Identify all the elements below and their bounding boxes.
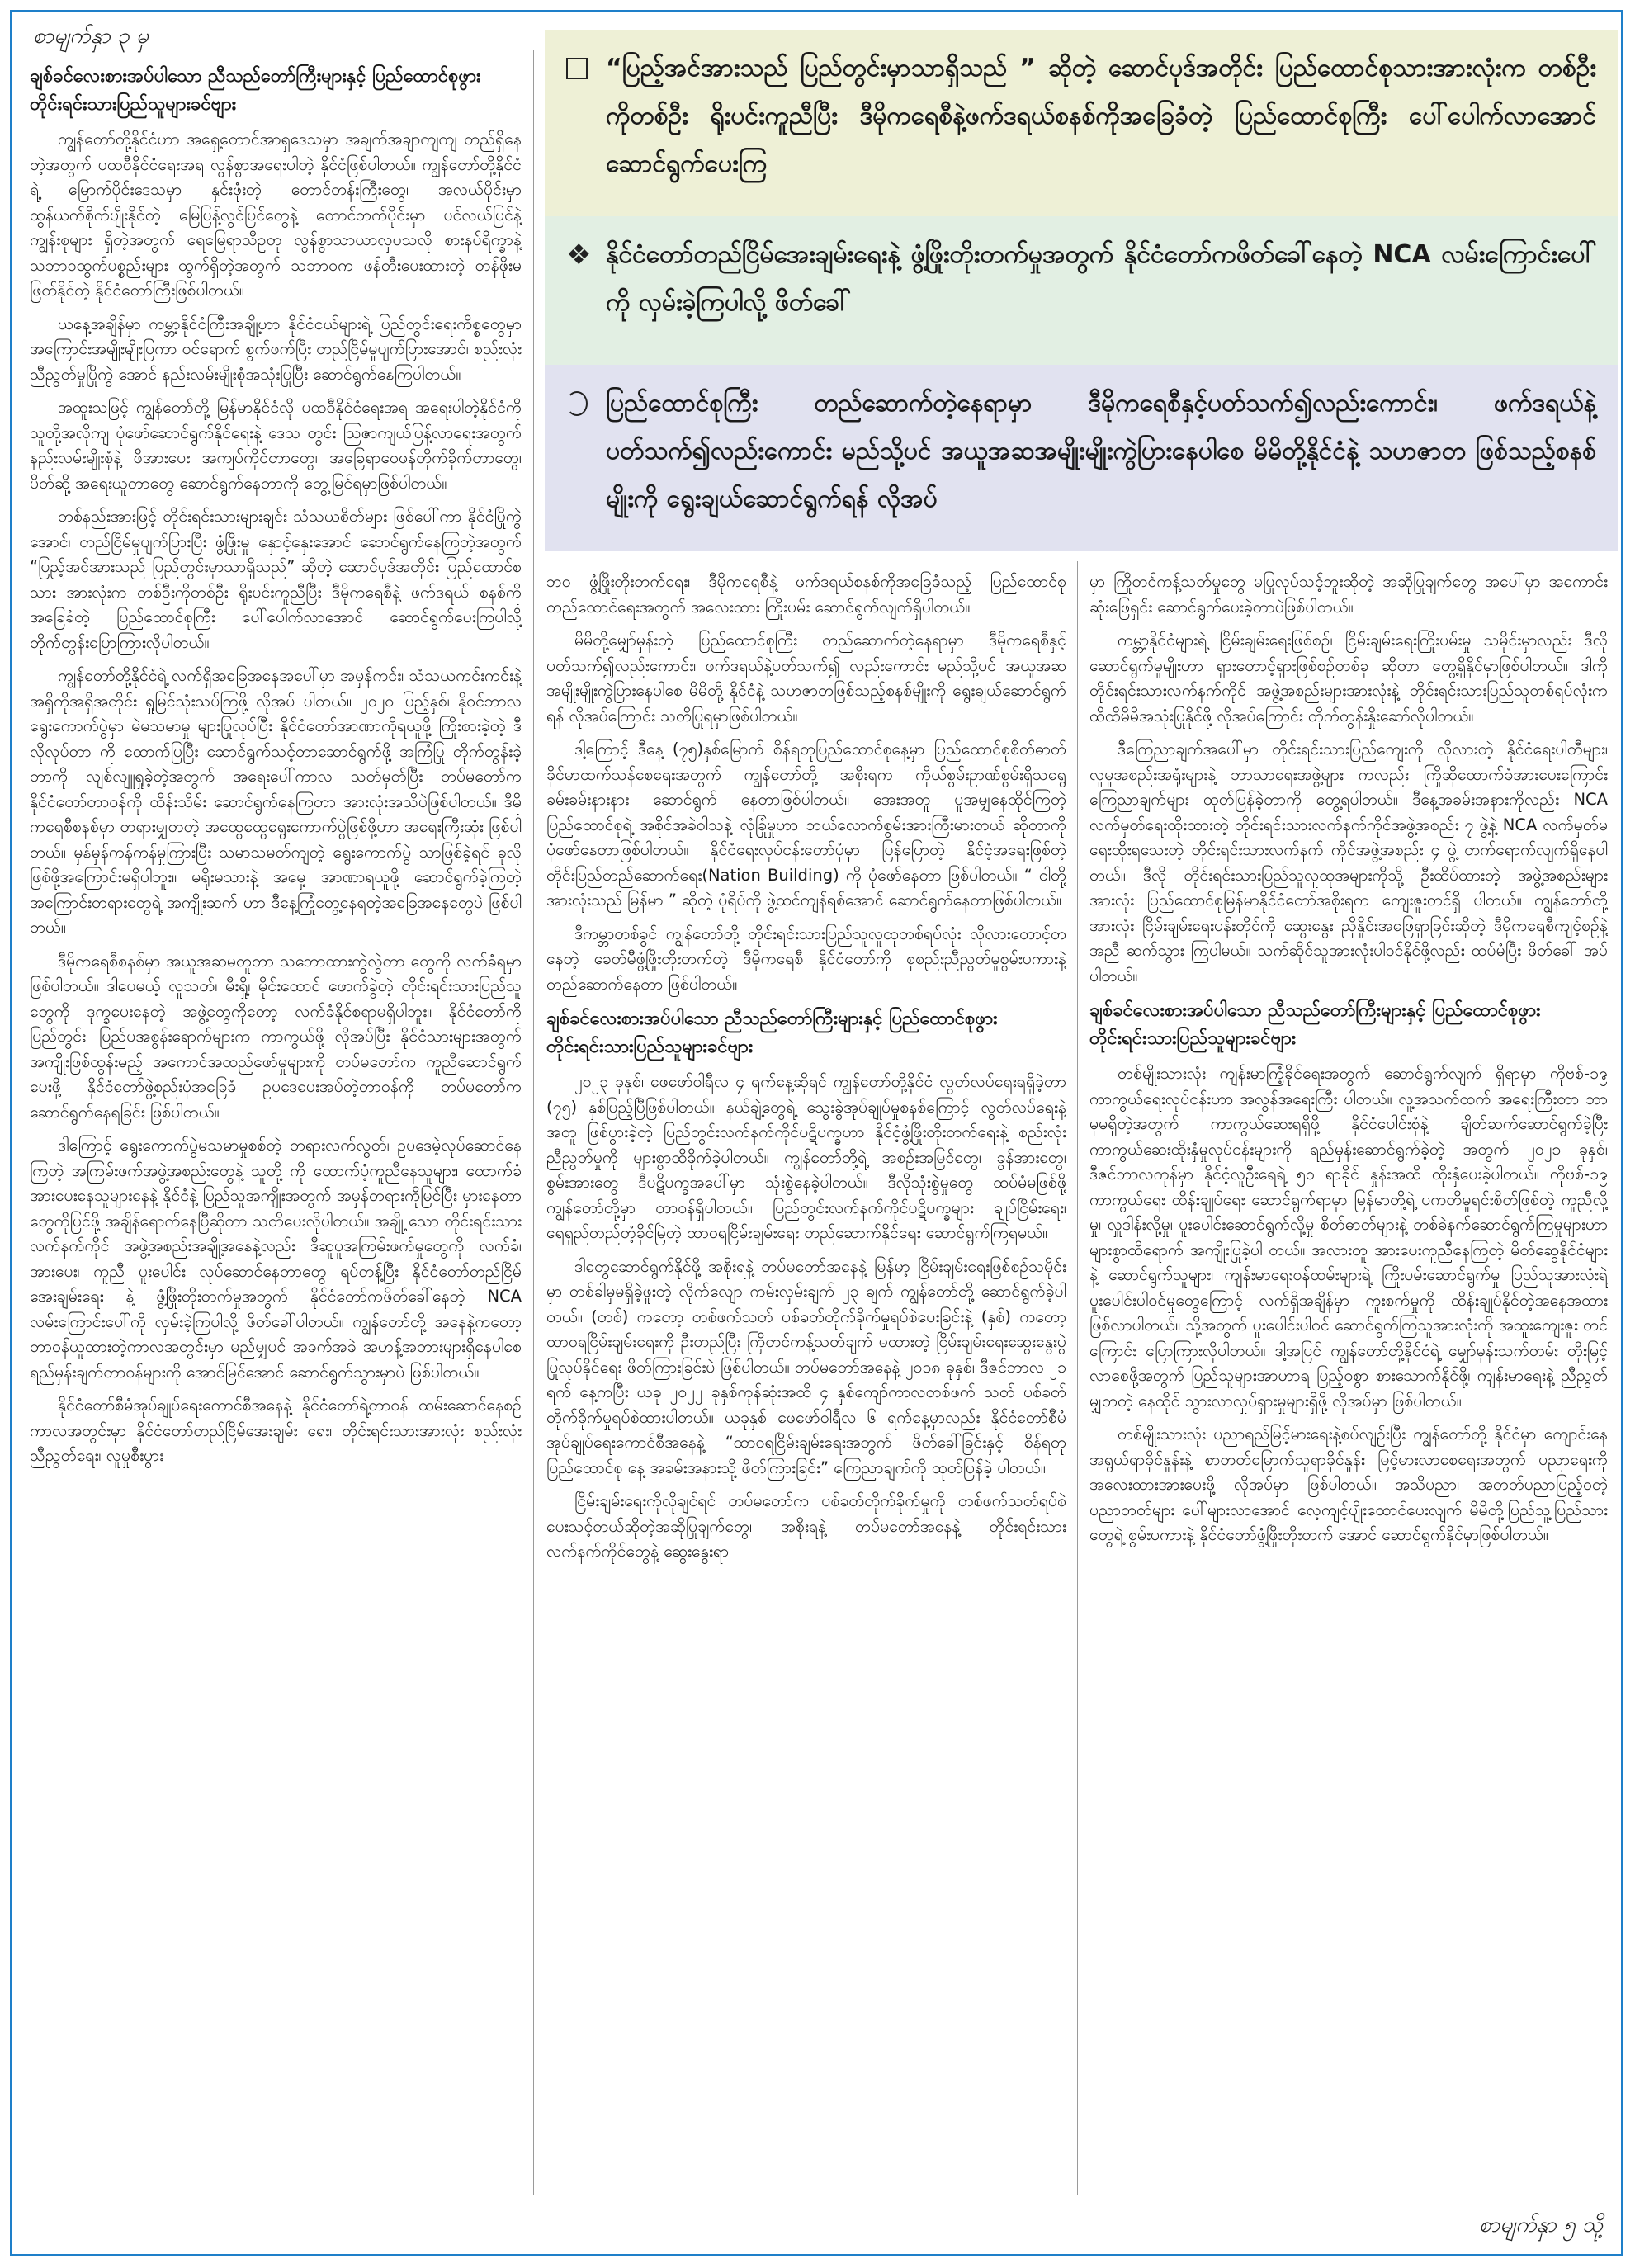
paragraph: ကျွန်တော်တို့နိုင်ငံရဲ့ လက်ရှိအခြေအနေအပေါ်မှာ အမှန်ကင်း၊ သံသယကင်းကင်းနဲ့ အရှိကိုအရှိအတိုင်း ရှုမြင်သုံးသပ်ကြဖို့ လိုအပ် ပါတယ်။ ၂၀၂၀ ပြည့်နှစ်၊ နိုဝင်ဘာလရွေးကောက်ပွဲမှာ မဲမသမာမှု များပြုလုပ်ပြီး နိုင်ငံတော်အာဏာကိုရယူဖို့ ကြိုးစားခဲ့တဲ့ ဒီလိုလုပ်တာ ကို ထောက်ပြပြီး ဆောင်ရွက်သင့်တာဆောင်ရွက်ဖို့ အကြံပြု တိုက်တွန်းခဲ့တာကို လျစ်လျူရှုခဲ့တဲ့အတွက် အရေးပေါ်ကာလ သတ်မှတ်ပြီး တပ်မတော်က နိုင်ငံတော်တာဝန်ကို ထိန်းသိမ်း ဆောင်ရွက်နေကြတာ အားလုံးအသိပဲဖြစ်ပါတယ်။ ဒီမိုကရေစီစနစ်မှာ တရားမျှတတဲ့ အထွေထွေရွေးကောက်ပွဲဖြစ်ဖို့ဟာ အရေးကြီးဆုံး ဖြစ်ပါတယ်။ မှန်မှန်ကန်ကန်မှုကြားပြီး သမာသမတ်ကျတဲ့ ရွေးကောက်ပွဲ သာဖြစ်ခဲ့ရင် ခုလိုဖြစ်ဖို့အကြောင်းမရှိပါဘူး။ မရိုးမသားနဲ့ အမှေ့ အာဏာရယူဖို့ ဆောင်ရွက်ခဲ့ကြတဲ့ အကြောင်းတရားတွေရဲ့ အကျိုးဆက် ဟာ ဒီနေ့ကြုံတွေ့နေရတဲ့အခြေအနေတွေပဲ ဖြစ်ပါတယ်။	[30, 666, 522, 937]
paragraph: နိုင်ငံတော်စီမံအုပ်ချုပ်ရေးကောင်စီအနေနဲ့ နိုင်ငံတော်ရဲ့တာဝန် ထမ်းဆောင်နေစဉ်ကာလအတွင်းမှာ နိုင်ငံတော်တည်ငြိမ်အေးချမ်း ရေး၊ တိုင်းရင်းသားအားလုံး စည်းလုံးညီညွတ်ရေး၊ လူမှုစီးပွား	[30, 1396, 522, 1465]
column-rule-2	[1077, 561, 1078, 2195]
continued-to-label: စာမျက်နှာ ၅ သို့	[1479, 2213, 1604, 2237]
circle-bullet-icon	[566, 380, 606, 431]
paragraph: ဒါ့ကြောင့် ဒီနေ့ (၇၅)နှစ်မြောက် စိန်ရတုပြည်ထောင်စုနေ့မှာ ပြည်ထောင်စုစိတ်ဓာတ် ခိုင်မာထက်သန်စေရေးအတွက် ကျွန်တော်တို့ အစိုးရက ကိုယ်စွမ်းဥာဏ်စွမ်းရှိသရွေ့ ခမ်းခမ်းနားနား ဆောင်ရွက် နေတာဖြစ်ပါတယ်။ အေးအတူ ပူအမျှနေထိုင်ကြတဲ့ ပြည်ထောင်စုရဲ့ အစိုင်အခဲဝါသနဲ့ လုံခြုံမှုဟာ ဘယ်လောက်စွမ်းအားကြီးမားတယ် ဆိုတာကို ပုံဖော်နေတာဖြစ်ပါတယ်။ နိုင်ငံရေးလုပ်ငန်းတော်ပုံမှာ ပြန်ပြောတဲ့ နိုင်ငံ့အရေးဖြစ်တဲ့ တိုင်းပြည်တည်ဆောက်ရေး(Nation Building) ကို ပုံဖော်နေတာ ဖြစ်ပါတယ်။ “ ငါတို့အားလုံးသည် မြန်မာ ” ဆိုတဲ့ ပုံရိပ်ကို ဖွဲ့ထင်ကျန်ရစ်အောင် ဆောင်ရွက်နေတာဖြစ်ပါတယ်။	[546, 739, 1066, 910]
continued-from-label: စာမျက်နှာ ၃ မှ	[33, 24, 149, 49]
salutation-heading-3: ချစ်ခင်လေးစားအပ်ပါသော ညီသည်တော်ကြီးများနှင့် ပြည်ထောင်စုဖွား တိုင်းရင်းသားပြည်သူများခင်ဗျား	[1089, 1000, 1541, 1049]
salutation-heading-2: ချစ်ခင်လေးစားအပ်ပါသော ညီသည်တော်ကြီးများနှင့် ပြည်ထောင်စုဖွား တိုင်းရင်းသားပြည်သူများခင်ဗျား	[546, 1009, 998, 1057]
paragraph: တစ်မျိုးသားလုံး ပညာရည်မြင့်မားရေးနဲ့စပ်လျဉ်းပြီး ကျွန်တော်တို့ နိုင်ငံမှာ ကျောင်းနေအရွယ်ရာခိုင်နှုန်းနဲ့ စာတတ်မြောက်သူရာခိုင်နှုန်း မြင့်မားလာစေရေးအတွက် ပညာရေးကို အလေးထားအားပေးဖို့ လိုအပ်မှာ ဖြစ်ပါတယ်။ အသိပညာ၊ အတတ်ပညာပြည့်ဝတဲ့ ပညာတတ်များ ပေါ်များလာအောင် လေ့ကျင့်ပျိုးထောင်ပေးလျက် မိမိတို့ပြည်သူ့ပြည်သားတွေရဲ့ စွမ်းပကားနဲ့ နိုင်ငံတော်ဖွံ့ဖြိုးတိုးတက် အောင် ဆောင်ရွက်နိုင်မှာဖြစ်ပါတယ်။	[1089, 1425, 1608, 1544]
article-column-3	[1089, 569, 1608, 2204]
square-bullet-icon	[566, 45, 606, 94]
salutation-heading-1: ချစ်ခင်လေးစားအပ်ပါသော ညီသည်တော်ကြီးများနှင့် ပြည်ထောင်စုဖွား တိုင်းရင်းသားပြည်သူများခင်ဗျား	[30, 66, 481, 115]
highlight-box-3	[545, 365, 1618, 551]
paragraph: ဘဝ ဖွံ့ဖြိုးတိုးတက်ရေး၊ ဒီမိုကရေစီနဲ့ ဖက်ဒရယ်စနစ်ကိုအခြေခံသည့် ပြည်ထောင်စုတည်ထောင်ရေးအတွက် အလေးထား ကြိုးပမ်း ဆောင်ရွက်လျက်ရှိပါတယ်။	[546, 572, 1066, 617]
diamond-bullet-icon: ❖	[566, 239, 592, 272]
paragraph: မိမိတို့မျှော်မှန်းတဲ့ ပြည်ထောင်စုကြီး တည်ဆောက်တဲ့နေရာမှာ ဒီမိုကရေစီနှင့်ပတ်သက်၍လည်းကောင်း၊ ဖက်ဒရယ်နဲ့ပတ်သက်၍ လည်းကောင်း မည်သို့ပင် အယူအဆအမျိုးမျိုးကွဲပြားနေပါစေ မိမိတို့ နိုင်ငံနဲ့ သဟဇာတဖြစ်သည့်စနစ်မျိုးကို ရွေးချယ်ဆောင်ရွက်ရန် လိုအပ်ကြောင်း သတိပြုရမှာဖြစ်ပါတယ်။	[546, 631, 1066, 725]
paragraph: တစ်မျိုးသားလုံး ကျန်းမာကြံ့ခိုင်ရေးအတွက် ဆောင်ရွက်လျက် ရှိရာမှာ ကိုဗစ်-၁၉ ကာကွယ်ရေးလုပ်ငန်းဟာ အလွန်အရေးကြီး ပါတယ်။ လူ့အသက်ထက် အရေးကြီးတာ ဘာမှမရှိတဲ့အတွက် ကာကွယ်ဆေးရရှိဖို့ နိုင်ငံပေါင်းစုံနဲ့ ချိတ်ဆက်ဆောင်ရွက်ခဲ့ပြီး ကာကွယ်ဆေးထိုးနှံမှုလုပ်ငန်းများကို ရည်မှန်းဆောင်ရွက်ခဲ့တဲ့ အတွက် ၂၀၂၁ ခုနှစ်၊ ဒီဇင်ဘာလကုန်မှာ နိုင်ငံ့လူဦးရေရဲ့ ၅၀ ရာခိုင် နှုန်းအထိ ထိုးနှံပေးခဲ့ပါတယ်။ ကိုဗစ်-၁၉ ကာကွယ်ရေး ထိန်းချုပ်ရေး ဆောင်ရွက်ရာမှာ မြန်မာတို့ရဲ့ ပကတိမှုရင်းစိတ်ဖြစ်တဲ့ ကူညီလို့မှု၊ လှူဒါန်းလို့မှု၊ ပူးပေါင်းဆောင်ရွက်လို့မှု စိတ်ဓာတ်များနဲ့ တစ်ခဲနက်ဆောင်ရွက်ကြမှုများဟာ များစွာထိရောက် အကျိုးပြုခဲ့ပါ တယ်။ အလားတူ အားပေးကူညီနေကြတဲ့ မိတ်ဆွေနိုင်ငံများနဲ့ ဆောင်ရွက်သူများ၊ ကျန်းမာရေးဝန်ထမ်းများရဲ့ ကြိုးပမ်းဆောင်ရွက်မှု ပြည်သူအားလုံးရဲ့ ပူးပေါင်းပါဝင်မှုတွေကြောင့် လက်ရှိ​အချိန်မှာ ကူးစက်မှုကို ထိန်းချုပ်နိုင်တဲ့အနေအထား ဖြစ်လာပါတယ်။ သို့အတွက် ပူးပေါင်းပါဝင် ဆောင်ရွက်ကြသူအားလုံးကို အထူးကျေးဇူး တင်ကြောင်း ပြောကြားလိုပါတယ်။ ဒါ့အပြင် ကျွန်တော်တို့နိုင်ငံရဲ့ မျှော်မှန်းသက်တမ်း တိုးမြင့်လာစေဖို့အတွက် ပြည်သူများအာဟာရ ပြည့်ဝစွာ စားသောက်နိုင်ဖို့၊ ကျန်းမာရေးနဲ့ ညီညွတ်မျှတတဲ့ နေထိုင် သွားလာလှုပ်ရှားမှုများရှိဖို့ လိုအပ်မှာ ဖြစ်ပါတယ်။	[1089, 1064, 1608, 1410]
paragraph: ယနေ့အချိန်မှာ ကမ္ဘာ့နိုင်ငံကြီးအချို့ဟာ နိုင်ငံငယ်များရဲ့ ပြည်တွင်းရေးကိစ္စတွေမှာ အကြောင်းအမျိုးမျိုးပြကာ ဝင်ရောက် စွက်ဖက်ပြီး တည်ငြိမ်မှုပျက်ပြားအောင်၊ စည်းလုံးညီညွတ်မှုပြိုကွဲ အောင် နည်းလမ်းမျိုးစုံအသုံးပြုပြီး ဆောင်ရွက်နေကြပါတယ်။	[30, 314, 522, 384]
article-column-1	[30, 63, 522, 2209]
paragraph: ၂၀၂၃ ခုနှစ်၊ ဖေဖော်ဝါရီလ ၄ ရက်နေ့ဆိုရင် ကျွန်တော်တို့နိုင်ငံ လွတ်လပ်ရေးရရှိခဲ့တာ (၇၅) နှစ်ပြည့်ပြီဖြစ်ပါတယ်။ နယ်ချဲ့တွေရဲ့ သွေးခွဲအုပ်ချုပ်မှုစနစ်ကြောင့် လွတ်လပ်ရေးနဲ့အတူ ဖြစ်ပွားခဲ့တဲ့ ပြည်တွင်းလက်နက်ကိုင်ပဋိပက္ခဟာ နိုင်ငံ့ဖွံ့ဖြိုးတိုးတက်ရေးနဲ့ စည်းလုံးညီညွတ်မှုကို များစွာထိခိုက်ခဲ့ပါတယ်။ ကျွန်တော်တို့ရဲ့ အစဉ်းအမြင်တွေ၊ ခွန်အားတွေ၊ စွမ်းအားတွေ ဒီပဋိပက္ခအပေါ်မှာ သုံးစွဲနေခဲ့ပါတယ်။ ဒီလိုသုံးစွဲမှုတွေ ထပ်မံမဖြစ်ဖို့ ကျွန်တော်တို့မှာ တာဝန်ရှိပါတယ်။ ပြည်တွင်းလက်နက်ကိုင်ပဋိပက္ခများ ချုပ်ငြိမ်းရေး၊ ရေရှည်တည်တံ့ခိုင်မြဲတဲ့ ထာဝရငြိမ်းချမ်းရေး တည်ဆောက်နိုင်ရေး ဆောင်ရွက်ကြရမယ်။	[546, 1072, 1066, 1242]
paragraph: ငြိမ်းချမ်းရေးကိုလိုချင်ရင် တပ်မတော်က ပစ်ခတ်တိုက်ခိုက်မှုကို တစ်ဖက်သတ်ရပ်စဲပေးသင့်တယ်ဆိုတဲ့အဆိုပြုချက်တွေ၊ အစိုးရနဲ့ တပ်မတော်အနေနဲ့ တိုင်းရင်းသားလက်နက်ကိုင်တွေနဲ့ ဆွေးနွေးရာ	[546, 1491, 1066, 1561]
highlight-text-1: “ပြည့်အင်အားသည် ပြည်တွင်းမှာသာရှိသည် ” ဆိုတဲ့ ဆောင်ပုဒ်အတိုင်း ပြည်ထောင်စုသားအားလုံးက တစ်ဦးကိုတစ်ဦး ရိုးပင်းကူညီပြီး ဒီမိုကရေစီနဲ့ဖက်ဒရယ်စနစ်ကိုအခြေခံတဲ့ ပြည်ထောင်စုကြီး ပေါ်ပေါက်လာအောင် ဆောင်ရွက်ပေးကြ	[606, 54, 1596, 178]
highlight-box-1	[545, 30, 1618, 216]
paragraph: ကျွန်တော်တို့နိုင်ငံဟာ အရှေ့တောင်အာရှဒေသမှာ အချက်အချာကျကျ တည်ရှိနေတဲ့အတွက် ပထဝီနိုင်ငံရေးအရ လွန်စွာအရေးပါတဲ့ နိုင်ငံဖြစ်ပါတယ်။ ကျွန်တော်တို့နိုင်ငံရဲ့ မြောက်ပိုင်းဒေသမှာ နှင်းဖုံးတဲ့ တောင်တန်းကြီးတွေ၊ အလယ်ပိုင်းမှာ ထွန်ယက်စိုက်ပျိုးနိုင်တဲ့ မြေပြန့်လွင်ပြင်တွေနဲ့ တောင်ဘက်ပိုင်းမှာ ပင်လယ်ပြင်နဲ့ ကျွန်းစုများ ရှိတဲ့အတွက် ရေမြေရာသီဥတု လွန်စွာသာယာလှပသလို စားနပ်ရိက္ခာနဲ့ သဘာဝထွက်ပစ္စည်းများ ထွက်ရှိတဲ့အတွက် သဘာဝက ဖန်တီးပေးထားတဲ့ တန်ဖိုးမဖြတ်နိုင်တဲ့ နိုင်ငံတော်ကြီးဖြစ်ပါတယ်။	[30, 130, 522, 300]
highlight-box-2	[545, 216, 1618, 365]
column-rule-1	[533, 50, 534, 2195]
paragraph: တစ်နည်းအားဖြင့် တိုင်းရင်းသားများချင်း သံသယစိတ်များ ဖြစ်ပေါ်ကာ နိုင်ငံပြိုကွဲအောင်၊ တည်ငြိမ်မှုပျက်ပြားပြီး ဖွံ့ဖြိုးမှု နှောင့်နှေးအောင် ဆောင်ရွက်နေကြတဲ့အတွက် “ပြည့်အင်အားသည် ပြည်တွင်းမှာသာရှိသည်” ဆိုတဲ့ ဆောင်ပုဒ်အတိုင်း ပြည်ထောင်စုသား အားလုံးက တစ်ဦးကိုတစ်ဦး ရိုးပင်းကူညီပြီး ဒီမိုကရေစီနဲ့ ဖက်ဒရယ် စနစ်ကိုအခြေခံတဲ့ ပြည်ထောင်စုကြီး ပေါ်ပေါက်လာအောင် ဆောင်ရွက်ပေးကြပါလို့ တိုက်တွန်းပြောကြားလိုပါတယ်။	[30, 507, 522, 652]
article-column-2	[546, 569, 1066, 2212]
highlight-text-2: နိုင်ငံတော်တည်ငြိမ်အေးချမ်းရေးနဲ့ ဖွံ့ဖြိုးတိုးတက်မှုအတွက် နိုင်ငံတော်ကဖိတ်ခေါ်နေတဲ့ NCA လမ်းကြောင်းပေါ်ကို လှမ်းခဲ့ကြပါလို့ ဖိတ်ခေါ်	[606, 240, 1596, 317]
paragraph: ဒီကမ္ဘာတစ်ခွင် ကျွန်တော်တို့ တိုင်းရင်းသားပြည်သူလူထုတစ်ရပ်လုံး လိုလားတောင့်တနေတဲ့ ခေတ်မီဖွံ့ဖြိုးတိုးတက်တဲ့ ဒီမိုကရေစီ နိုင်ငံတော်ကို စုစည်းညီညွတ်မှုစွမ်းပကားနဲ့ တည်ဆောက်နေတာ ဖြစ်ပါတယ်။	[546, 924, 1066, 994]
paragraph: အထူးသဖြင့် ကျွန်တော်တို့ မြန်မာနိုင်ငံလို ပထဝီနိုင်ငံရေးအရ အရေးပါတဲ့နိုင်ငံကို သူတို့အလိုကျ ပုံဖော်ဆောင်ရွက်နိုင်ရေးနဲ့ ဒေသ တွင်း ဩဇာကျယ်ပြန့်လာရေးအတွက် နည်းလမ်းမျိုးစုံနဲ့ ဖိအားပေး အကျပ်ကိုင်တာတွေ၊ အခြေရာဝေဖန်တိုက်ခိုက်တာတွေ၊ ပိတ်ဆို့ အရေးယူတာတွေ ဆောင်ရွက်နေတာကို တွေ့မြင်ရမှာဖြစ်ပါတယ်။	[30, 398, 522, 493]
paragraph: ကမ္ဘာ့နိုင်ငံများရဲ့ ငြိမ်းချမ်းရေးဖြစ်စဉ်၊ ငြိမ်းချမ်းရေးကြိုးပမ်းမှု သမိုင်းမှာလည်း ဒီလိုဆောင်ရွက်မှုမျိုးဟာ ရှားတောင့်ရှားဖြစ်စဉ်တစ်ခု ဆိုတာ တွေ့ရှိနိုင်မှာဖြစ်ပါတယ်။ ဒါကို တိုင်းရင်းသားလက်နက်ကိုင် အဖွဲ့အစည်းများအားလုံးနဲ့ တိုင်းရင်းသားပြည်သူတစ်ရပ်လုံးက ထိထိမိမိအသုံးပြုနိုင်ဖို့ လိုအပ်ကြောင်း တိုက်တွန်းနှိုးဆော်လိုပါတယ်။	[1089, 631, 1608, 725]
paragraph: မှာ ကြိုတင်ကန့်သတ်မှုတွေ မပြုလုပ်သင့်ဘူးဆိုတဲ့ အဆိုပြုချက်တွေ အပေါ်မှာ အကောင်းဆုံးဖြေရှင်း ဆောင်ရွက်ပေးခဲ့တာပဲဖြစ်ပါတယ်။	[1089, 572, 1608, 617]
paragraph: ဒါတွေဆောင်ရွက်နိုင်ဖို့ အစိုးရနဲ့ တပ်မတော်အနေနဲ့ မြန်မာ့ ငြိမ်းချမ်းရေးဖြစ်စဉ်သမိုင်းမှာ တစ်ခါမှမရှိခဲ့ဖူးတဲ့ လိုက်လျော ကမ်းလှမ်းချက် ၂၃ ချက် ကျွန်တော်တို့ ဆောင်ရွက်ခဲ့ပါတယ်။ (တစ်) ကတော့ တစ်ဖက်သတ် ပစ်ခတ်တိုက်ခိုက်မှုရပ်စဲပေးခြင်းနဲ့ (နှစ်) ကတော့ ထာဝရငြိမ်းချမ်းရေးကို ဦးတည်ပြီး ကြိုတင်ကန့်သတ်ချက် မထားတဲ့ ငြိမ်းချမ်းရေးဆွေးနွေးပွဲ ပြုလုပ်နိုင်ရေး ဖိတ်ကြားခြင်းပဲ ဖြစ်ပါတယ်။ တပ်မတော်အနေနဲ့ ၂၀၁၈ ခုနှစ်၊ ဒီဇင်ဘာလ ၂၁ ရက် နေ့ကပြီး ယခု ၂၀၂၂ ခုနှစ်ကုန်ဆုံးအထိ ၄ နှစ်ကျော်ကာလတစ်ဖက် သတ် ပစ်ခတ်တိုက်ခိုက်မှုရပ်စဲထားပါတယ်။ ယခုနှစ် ဖေဖော်ဝါရီလ ၆ ရက်နေ့မှာလည်း နိုင်ငံတော်စီမံအုပ်ချုပ်ရေးကောင်စီအနေနဲ့ “ထာဝရငြိမ်းချမ်းရေးအတွက် ဖိတ်ခေါ်ခြင်းနှင့် စိန်ရတုပြည်ထောင်စု နေ့ အခမ်းအနားသို့ ဖိတ်ကြားခြင်း” ကြေညာချက်ကို ထုတ်ပြန်ခဲ့ ပါတယ်။	[546, 1256, 1066, 1477]
highlight-text-3: ပြည်ထောင်စုကြီး တည်ဆောက်တဲ့နေရာမှာ ဒီမိုကရေစီနှင့်ပတ်သက်၍လည်းကောင်း၊ ဖက်ဒရယ်နဲ့ ပတ်သက်၍လည်းကောင်း မည်သို့ပင် အယူအဆအမျိုးမျိုးကွဲပြားနေပါစေ မိမိတို့နိုင်ငံနဲ့ သဟဇာတ ဖြစ်သည့်စနစ်မျိုးကို ရွေးချယ်ဆောင်ရွက်ရန် လိုအပ်	[606, 389, 1596, 513]
paragraph: ဒီကြေညာချက်အပေါ်မှာ တိုင်းရင်းသားပြည်ကျေးကို လိုလားတဲ့ နိုင်ငံရေးပါတီများ၊ လူမှုအစည်းအရုံးများနဲ့ ဘာသာရေးအဖွဲ့များ ကလည်း ကြိုဆိုထောက်ခံအားပေးကြောင်း ကြေညာချက်များ ထုတ်ပြန်ခဲ့တာကို တွေ့ရပါတယ်။ ဒီနေ့အခမ်းအနားကိုလည်း NCA လက်မှတ်ရေးထိုးထားတဲ့ တိုင်းရင်းသားလက်နက်ကိုင်အဖွဲ့အစည်း ၇ ဖွဲ့နဲ့ NCA လက်မှတ်မရေးထိုးရသေးတဲ့ တိုင်းရင်းသားလက်နက် ကိုင်အဖွဲ့အစည်း ၄ ဖွဲ့ တက်ရောက်လျက်ရှိနေပါတယ်။ ဒီလို တိုင်းရင်းသားပြည်သူလူထုအများကိုသို့ ဦးထိပ်ထားတဲ့ အဖွဲ့အစည်းများ အားလုံး ပြည်ထောင်စုမြန်မာနိုင်ငံတော်အစိုးရက ကျေးဇူးတင်ရှိ ပါတယ်။ ကျွန်တော်တို့အားလုံး ငြိမ်းချမ်းရေးပန်းတိုင်ကို ဆွေးနွေး ညှိနှိုင်းအဖြေရှာခြင်းဆိုတဲ့ ဒီမိုကရေစီကျင့်စဉ်နဲ့အညီ ဆက်သွား ကြပါမယ်။ သက်ဆိုင်သူအားလုံးပါဝင်နိုင်ဖို့လည်း ထပ်မံပြီး ဖိတ်ခေါ် အပ်ပါတယ်။	[1089, 739, 1608, 985]
paragraph: ဒီမိုကရေစီစနစ်မှာ အယူအဆမတူတာ သဘောထားကွဲလွဲတာ တွေကို လက်ခံရမှာဖြစ်ပါတယ်။ ဒါပေမယ့် လူသတ်၊ မီးရှို့၊ မိုင်းထောင် ဖောက်ခွဲတဲ့ တိုင်းရင်းသားပြည်သူတွေကို ဒုက္ခပေးနေတဲ့ အဖွဲ့တွေကိုတော့ လက်ခံနိုင်စရာမရှိပါဘူး။ နိုင်ငံတော်ကို ပြည်တွင်း၊ ပြည်ပအစွန်းရောက်များက ကာကွယ်ဖို့ လိုအပ်ပြီး နိုင်ငံသားများအတွက် အကျိုးဖြစ်ထွန်းမည့် အကောင်အထည်ဖော်မှုများကို တပ်မတော်က ကူညီဆောင်ရွက်ပေးဖို့ နိုင်ငံတော်ဖွဲ့စည်းပုံအခြေခံ ဥပဒေပေးအပ်တဲ့တာဝန်ကို တပ်မတော်က ဆောင်ရွက်နေရခြင်း ဖြစ်ပါတယ်။	[30, 951, 522, 1122]
paragraph: ဒါကြောင့် ရွေးကောက်ပွဲမသမာမှုစစ်တဲ့ တရားလက်လွတ်၊ ဥပဒေမဲ့လုပ်ဆောင်နေကြတဲ့ အကြမ်းဖက်အဖွဲ့အစည်းတွေနဲ့ သူတို့ ကို ထောက်ပံ့ကူညီနေသူများ၊ ထောက်ခံအားပေးနေသူများနေနဲ့ နိုင်ငံနဲ့ ပြည်သူအကျိုးအတွက် အမှန်တရားကိုမြင်ပြီး မှားနေတာ တွေကိုပြင်ဖို့ အချိန်ရောက်နေပြီဆိုတာ သတိပေးလိုပါတယ်။ အချို့ သော တိုင်းရင်းသားလက်နက်ကိုင် အဖွဲ့အစည်းအချို့အနေနဲ့လည်း ဒီဆူပူအကြမ်းဖက်မှုတွေကို လက်ခံ၊ အားပေး၊ ကူညီ ပူးပေါင်း လုပ်ဆောင်နေတာတွေ ရပ်တန့်ပြီး နိုင်ငံတော်တည်ငြိမ်အေးချမ်းရေး နဲ့ ဖွံ့ဖြိုးတိုးတက်မှုအတွက် နိုင်ငံတော်ကဖိတ်ခေါ်နေတဲ့ NCA လမ်းကြောင်းပေါ်ကို လှမ်းခဲ့ကြပါလို့ ဖိတ်ခေါ်ပါတယ်။ ကျွန်တော်တို့ အနေနဲ့ကတော့ တာဝန်ယူထားတဲ့ကာလအတွင်းမှာ မည်မျှပင် အခက်အခဲ အဟန့်အတားများရှိနေပါစေ ရည်မှန်းချက်တာဝန်များကို အောင်မြင်အောင် ဆောင်ရွက်သွားမှာပဲ ဖြစ်ပါတယ်။	[30, 1136, 522, 1382]
